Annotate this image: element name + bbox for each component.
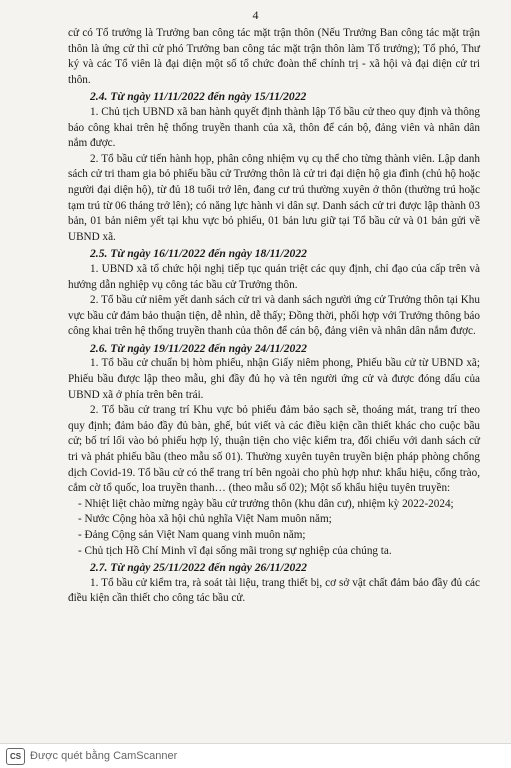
section-heading-2-7: 2.7. Từ ngày 25/11/2022 đến ngày 26/11/2022 <box>90 561 307 575</box>
paragraph-2-4-item-2: 2. Tổ bầu cử tiến hành họp, phân công nhiệm vụ cụ thể cho từng thành viên. Lập danh sách cử tri tham gia bỏ phiếu bầu cử Trưởng thôn là cử tri đại diện hộ gia đình (chủ hộ hoặc người đại diện hộ), từ đủ 18 tuổi trở lên, đang cư trú thường xuyên ở thôn (thường trú hoặc tạm trú từ 06 tháng trở lên); có năng lực hành vi dân sự. Danh sách cử tri được lập thành 03 bản, 01 bản niêm yết tại khu vực bỏ phiếu, 01 bản lưu giữ tại Tổ bầu cử và 01 bản gửi về UBND xã. <box>68 152 480 243</box>
section-heading-2-5: 2.5. Từ ngày 16/11/2022 đến ngày 18/11/2022 <box>90 247 307 261</box>
camscanner-footer <box>0 743 511 768</box>
camscanner-watermark-text: Được quét bằng CamScanner <box>30 750 178 762</box>
camscanner-logo-icon: CS <box>6 748 25 765</box>
document-body <box>68 26 480 607</box>
paragraph-2-6-item-2: 2. Tổ bầu cử trang trí Khu vực bỏ phiếu đảm bảo sạch sẽ, thoáng mát, trang trí theo quy định; đảm bảo đầy đủ bàn, ghế, bút viết và các điều kiện cần thiết khác cho cuộc bầu cử; bố trí lối vào bỏ phiếu hợp lý, thuận tiện cho việc kiểm tra, đối chiếu với danh sách cử tri và phát phiếu bầu (theo mẫu số 01). Thường xuyên tuyên truyền biện pháp phòng chống dịch Covid-19. Tổ bầu cử có thể trang trí bên ngoài cho phù hợp như: khẩu hiệu, cổng trào, cắm cờ tổ quốc, loa truyền thanh… (theo mẫu số 02); Một số khẩu hiệu tuyên truyền: <box>68 404 480 495</box>
section-heading-2-4: 2.4. Từ ngày 11/11/2022 đến ngày 15/11/2022 <box>90 90 307 104</box>
slogan-4: - Chủ tịch Hồ Chí Minh vĩ đại sống mãi trong sự nghiệp của chúng ta. <box>78 544 392 557</box>
paragraph-2-5-item-2: 2. Tổ bầu cử niêm yết danh sách cử tri và danh sách người ứng cử Trưởng thôn tại Khu vực bầu cử đảm bảo thuận tiện, dễ nhìn, dễ thấy; Đồng thời, phối hợp với Trưởng thông báo công khai trên hệ thống truyền thanh của thôn để cán bộ, đảng viên và nhân dân nắm được. <box>68 294 480 338</box>
paragraph-2-4-item-1: 1. Chủ tịch UBND xã ban hành quyết định thành lập Tổ bầu cử theo quy định và thông báo công khai trên hệ thống truyền thanh của xã, thôn để cán bộ, đảng viên và nhân dân nắm được. <box>68 105 480 150</box>
slogan-3: - Đảng Cộng sản Việt Nam quang vinh muôn năm; <box>78 529 306 541</box>
paragraph-2-5-item-1: 1. UBND xã tổ chức hội nghị tiếp tục quán triệt các quy định, chỉ đạo của cấp trên và hướng dẫn nghiệp vụ công tác bầu cử Trưởng thôn. <box>68 262 480 291</box>
slogan-1: - Nhiệt liệt chào mừng ngày bầu cử trưởng thôn (khu dân cư), nhiệm kỳ 2022-2024; <box>78 497 454 510</box>
paragraph-2-7-item-1: 1. Tổ bầu cử kiểm tra, rà soát tài liệu, trang thiết bị, cơ sở vật chất đảm bảo đầy đủ các điều kiện cần thiết cho công tác bầu cử. <box>68 576 480 605</box>
slogan-2: - Nước Cộng hòa xã hội chủ nghĩa Việt Nam muôn năm; <box>78 513 332 526</box>
paragraph-intro-continuation: cử có Tổ trưởng là Trưởng ban công tác mặt trận thôn (Nếu Trưởng Ban công tác mặt trận thôn là ứng cử thì cử phó Trưởng ban công tác mặt trận thôn làm Tổ trưởng); Tổ phó, Thư ký và các Tổ viên là đại diện một số tổ chức đoàn thể chính trị - xã hội và đại diện cử tri thôn. <box>68 27 480 86</box>
paragraph-2-6-item-1: 1. Tổ bầu cử chuẩn bị hòm phiếu, nhận Giấy niêm phong, Phiếu bầu cử từ UBND xã; Phiếu bầu được lập theo mẫu, ghi đầy đủ họ và tên người ứng cử và được đóng dấu của UBND xã ở phía trên bên trái. <box>68 357 480 401</box>
page-number: 4 <box>252 8 259 22</box>
section-heading-2-6: 2.6. Từ ngày 19/11/2022 đến ngày 24/11/2022 <box>90 341 307 355</box>
